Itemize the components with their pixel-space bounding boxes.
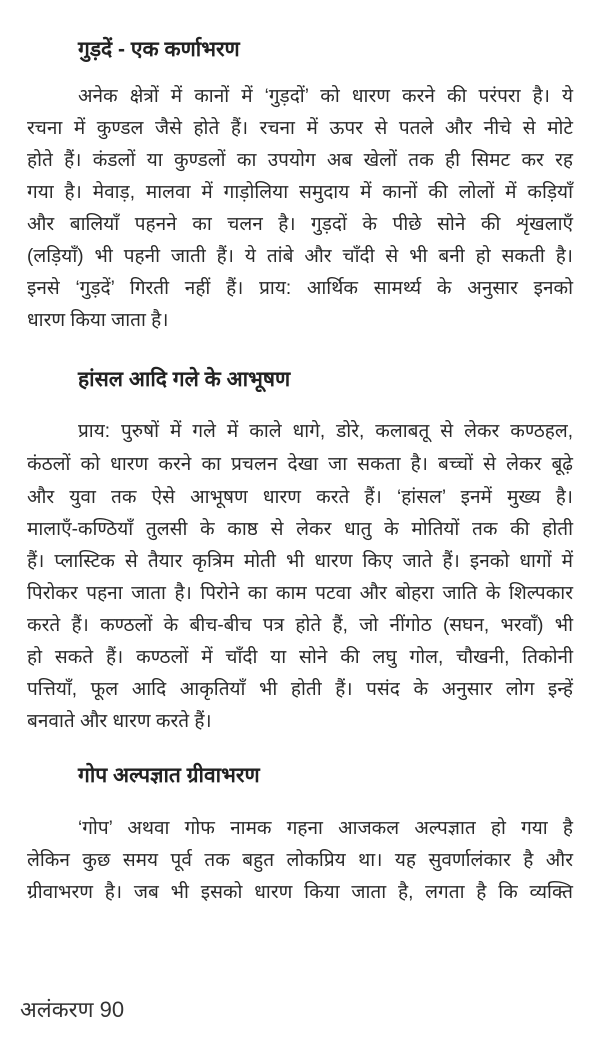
page-footer (20, 996, 124, 1024)
text-line: पिरोकर पहना जाता है। पिरोने का काम पटवा और बोहरा जाति के शिल्पकार (27, 583, 573, 604)
text-line: हो सकते हैं। कण्ठलों में चाँदी या सोने की लघु गोल, चौखनी, तिकोनी (27, 647, 573, 668)
book-title: अलंकरण (20, 997, 94, 1022)
text-line: रचना में कुण्डल जैसे होते हैं। रचना में ऊपर से पतले और नीचे से मोटे (27, 118, 573, 139)
text-line: और बालियाँ पहनने का चलन है। गुड़दों के पीछे सोने की शृंखलाएँ (27, 214, 573, 235)
text-line: (लड़ियाँ) भी पहनी जाती हैं। ये तांबे और चाँदी से भी बनी हो सकती है। (27, 246, 573, 267)
text-line: हैं। प्लास्टिक से तैयार कृत्रिम मोती भी धारण किए जाते हैं। इनको धागों में (27, 551, 573, 572)
text-line: प्राय: पुरुषों में गले में काले धागे, डोरे, कलाबतू से लेकर कण्ठहल, (78, 421, 573, 442)
text-line: पत्तियाँ, फूल आदि आकृतियाँ भी होती हैं। पसंद के अनुसार लोग इन्हें (27, 679, 573, 700)
text-line: गया है। मेवाड़, मालवा में गाड़ोलिया समुदाय में कानों की लोलों में कड़ियाँ (27, 182, 573, 203)
text-line: कंठलों को धारण करने का प्रचलन देखा जा सकता है। बच्चों से लेकर बूढ़े (27, 454, 573, 475)
text-line: ‘गोप’ अथवा गोफ नामक गहना आजकल अल्पज्ञात हो गया है (78, 818, 573, 839)
section-heading: गोप अल्पज्ञात ग्रीवाभरण (78, 764, 260, 787)
section-heading: हांसल आदि गले के आभूषण (78, 368, 291, 391)
text-line: और युवा तक ऐसे आभूषण धारण करते हैं। ‘हांसल’ इनमें मुख्य है। (27, 487, 573, 508)
text-line: बनवाते और धारण करते हैं। (27, 711, 212, 732)
section-heading: गुड़दें - एक कर्णाभरण (78, 38, 240, 61)
text-line: लेकिन कुछ समय पूर्व तक बहुत लोकप्रिय था। यह सुवर्णालंकार है और (27, 850, 573, 871)
text-line: इनसे ‘गुड़दें’ गिरती नहीं हैं। प्राय: आर्थिक सामर्थ्य के अनुसार इनको (27, 278, 573, 299)
text-line: करते हैं। कण्ठलों के बीच-बीच पत्र होते हैं, जो नींगोठ (सघन, भरवाँ) भी (27, 615, 573, 636)
text-line: होते हैं। कंडलों या कुण्डलों का उपयोग अब खेलों तक ही सिमट कर रह (27, 150, 573, 171)
text-line: धारण किया जाता है। (27, 310, 169, 331)
text-line: मालाएँ-कण्ठियाँ तुलसी के काष्ठ से लेकर धातु के मोतियों तक की होती (27, 519, 573, 540)
page-number: 90 (99, 997, 125, 1022)
text-line: ग्रीवाभरण है। जब भी इसको धारण किया जाता है, लगता है कि व्यक्ति (27, 882, 573, 903)
text-line: अनेक क्षेत्रों में कानों में ‘गुड़दों’ को धारण करने की परंपरा है। ये (78, 86, 573, 107)
